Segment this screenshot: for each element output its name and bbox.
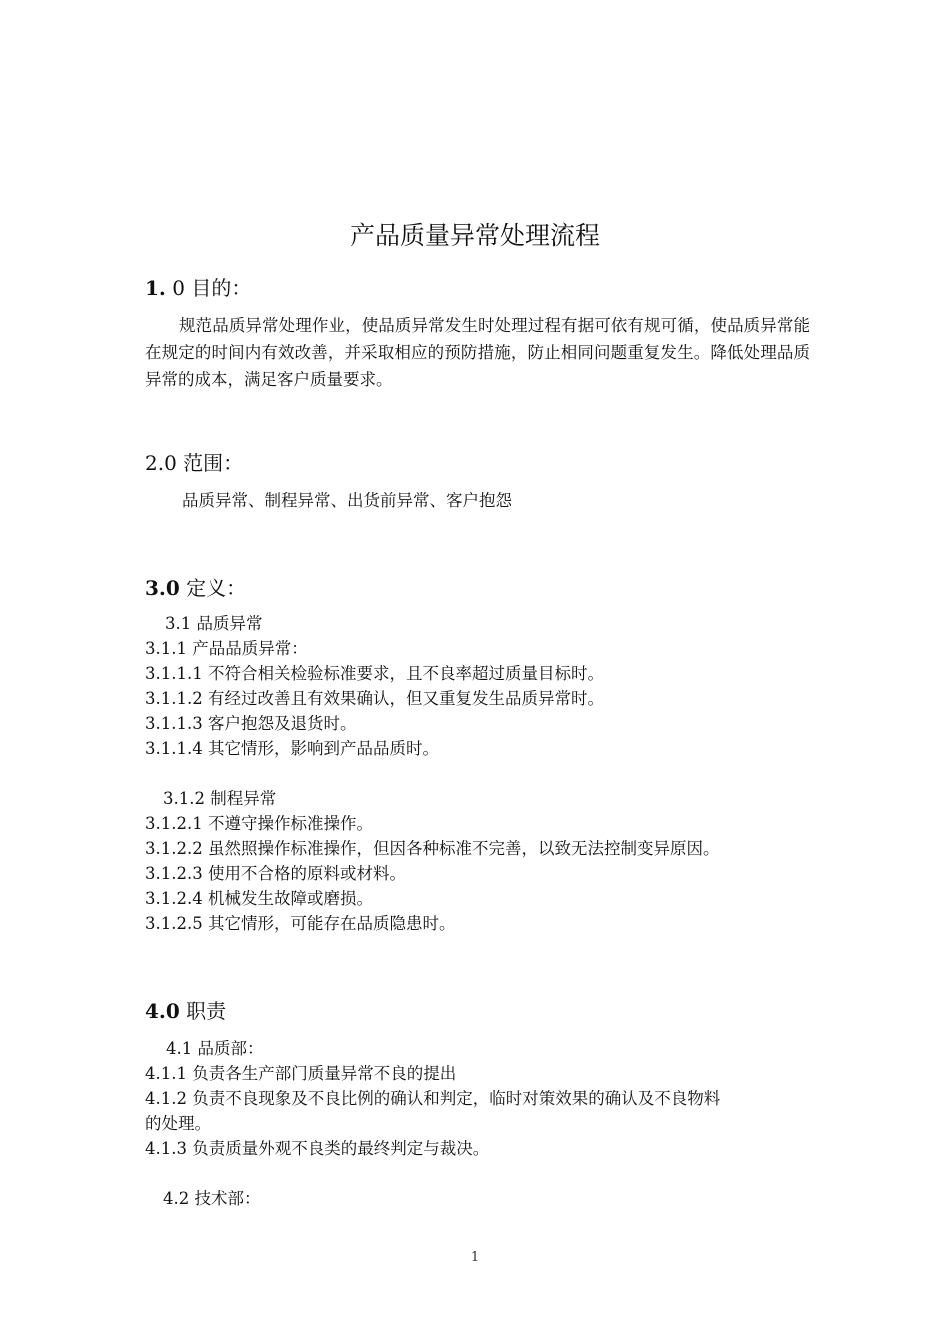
section-2-body: 品质异常、制程异常、出货前异常、客户抱怨 [182, 491, 512, 510]
section-3-title: 定义： [179, 576, 247, 600]
section-1-number: 1. [145, 276, 166, 300]
section-3-heading [145, 572, 246, 601]
list-item: 3.1.1.1 不符合相关检验标准要求，且不良率超过质量目标时。 [145, 664, 604, 683]
list-item: 3.1.1.3 客户抱怨及退货时。 [145, 714, 357, 733]
list-item: 4.1.1 负责各生产部门质量异常不良的提出 [145, 1064, 457, 1083]
subsection-4-1-heading: 4.1 品质部： [166, 1039, 264, 1058]
section-4-title: 职责 [179, 999, 227, 1023]
section-3-number: 3.0 [145, 576, 180, 600]
section-4-heading [145, 995, 226, 1024]
list-item: 3.1.2.5 其它情形，可能存在品质隐患时。 [145, 914, 456, 933]
section-1-heading [145, 272, 251, 301]
list-item: 4.1.3 负责质量外观不良类的最终判定与裁决。 [145, 1139, 490, 1158]
list-item: 3.1.2.4 机械发生故障或磨损。 [145, 889, 373, 908]
list-item: 3.1.2.2 虽然照操作标准操作，但因各种标准不完善，以致无法控制变异原因。 [145, 839, 720, 858]
list-item: 4.1.2 负责不良现象及不良比例的确认和判定，临时对策效果的确认及不良物料 [145, 1089, 721, 1108]
section-2-heading: 2.0 范围： [145, 451, 244, 475]
subsection-3-1-heading: 3.1 品质异常 [165, 614, 263, 633]
list-item: 3.1.2.3 使用不合格的原料或材料。 [145, 864, 406, 883]
subsection-3-1-2-heading: 3.1.2 制程异常 [163, 789, 277, 808]
list-item: 3.1.1.2 有经过改善且有效果确认，但又重复发生品质异常时。 [145, 689, 604, 708]
section-4-number: 4.0 [145, 999, 180, 1023]
page-number: 1 [470, 1250, 480, 1265]
list-item: 3.1.2.1 不遵守操作标准操作。 [145, 814, 373, 833]
list-item: 3.1.1 产品品质异常： [145, 639, 308, 658]
section-1-body: 规范品质异常处理作业，使品质异常发生时处理过程有据可依有规可循，使品质异常能在规定的时间内有效改善，并采取相应的预防措施，防止相同问题重复发生。降低处理品质异常的成本，满足客户质量要求。 [145, 316, 810, 389]
subsection-4-2-heading: 4.2 技术部： [163, 1189, 261, 1208]
list-item: 的处理。 [145, 1114, 211, 1133]
list-item: 3.1.1.4 其它情形，影响到产品品质时。 [145, 739, 439, 758]
document-title: 产品质量异常处理流程 [349, 221, 600, 250]
section-1-title: 0 目的： [165, 276, 252, 300]
